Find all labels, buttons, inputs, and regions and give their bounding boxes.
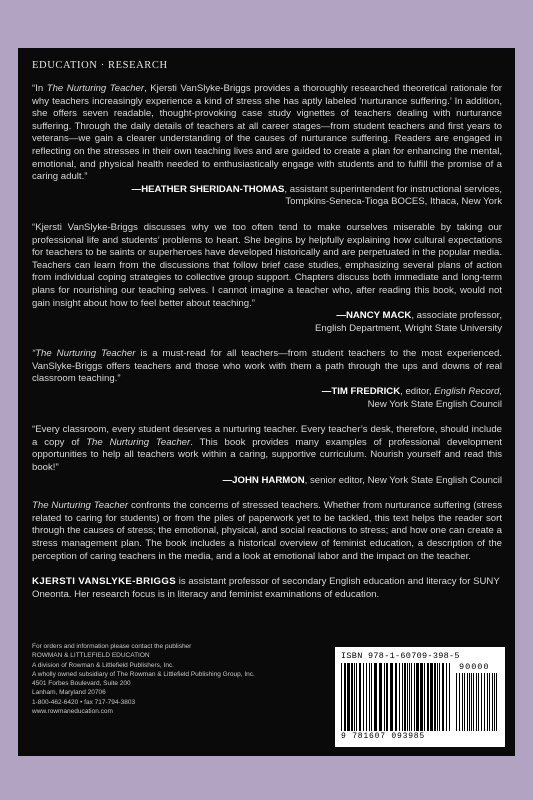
cover-text	[32, 60, 502, 601]
isbn-label: ISBN 978-1-60709-398-5	[341, 651, 460, 661]
author-bio: KJERSTI VANSLYKE-BRIGGS is assistant professor of secondary English education and literacy for SUNY Oneonta. Her research focus is in literacy and feminist examinations of education.	[32, 576, 500, 600]
barcode-bar	[456, 673, 457, 731]
barcode-bar	[427, 663, 429, 731]
barcode-bar	[411, 663, 412, 731]
barcode-bar	[379, 663, 382, 731]
blurb-2-attribution: —NANCY MACK, associate professor, English Department, Wright State University	[315, 310, 502, 334]
bottom-border	[0, 756, 533, 800]
barcode-bar	[351, 663, 353, 731]
barcode-bar	[371, 663, 372, 731]
book-description: The Nurturing Teacher confronts the concerns of stressed teachers. Whether from nurturance suffering (stress related to caring for students) or from the piles of paperwork yet to be tackled, this text helps the reader sort through the causes of stress; the emotional, physical, and social reactions to stress; and how one can create a stress management plan. The book includes a historical overview of feminist education, a description of the perception of caring teachers in the media, and a look at emotional labor and the impact on the teacher.	[32, 500, 502, 562]
barcode-bar	[439, 663, 440, 731]
barcode-bar	[386, 663, 388, 731]
barcode-bar	[416, 663, 419, 731]
ean-barcode-bars	[341, 663, 453, 731]
barcode-bar	[434, 663, 436, 731]
ean-number: 9 781607 093985	[341, 732, 426, 741]
blurb-2: “Kjersti VanSlyke-Briggs discusses why we too often tend to make ourselves miserable by taking our professional life and students’ problems to heart. She begins by helpfully explaining how cultural expectations for teachers to be saints or superheroes have developed historically and are perpetuated in the popular media. Teachers can learn from the discussions that follow brief case studies, emphasizing several plans of action from individual coping strategies to collective group support. Chapters discuss both immediate and long-term plans for nourishing our teaching selves. I cannot imagine a teacher who, after reading this book, would not gain insight about how to feel better about teaching.” —NANCY MACK, associate professor, English Department, Wright State University	[32, 221, 502, 334]
barcode-bar	[489, 673, 490, 731]
book-title: The Nurturing Teacher	[86, 436, 191, 448]
barcode	[335, 647, 505, 747]
barcode-bar	[369, 663, 370, 731]
barcode-bar	[481, 673, 482, 731]
barcode-bar	[484, 673, 485, 731]
barcode-bar	[487, 673, 488, 731]
barcode-bar	[344, 663, 346, 731]
barcode-bar	[374, 663, 377, 731]
barcode-bar	[407, 663, 408, 731]
barcode-bar	[478, 673, 479, 731]
barcode-bar	[496, 673, 497, 731]
blurb-3-attribution: —TIM FREDRICK, editor, English Record, New York State English Council	[321, 386, 502, 410]
barcode-bar	[347, 663, 350, 731]
barcode-bar	[467, 673, 468, 731]
barcode-bar	[359, 663, 361, 731]
barcode-bar	[354, 663, 355, 731]
barcode-bar	[424, 663, 425, 731]
barcode-bar	[446, 663, 447, 731]
barcode-bar	[341, 663, 342, 731]
addon-barcode-bars	[456, 673, 500, 731]
barcode-bar	[471, 673, 472, 731]
barcode-bar	[492, 673, 493, 731]
barcode-bar	[363, 663, 364, 731]
blurb-4-attribution: —JOHN HARMON, senior editor, New York State English Council	[222, 474, 502, 486]
barcode-bar	[356, 663, 357, 731]
barcode-bar	[459, 673, 460, 731]
barcode-bar	[414, 663, 415, 731]
barcode-bar	[476, 673, 477, 731]
publisher-info: For orders and information please contact the publisher ROWMAN & LITTLEFIELD EDUCATION A division of Rowman & Littlefield Publishers, Inc. A wholly owned subsidiary of The Rowman & Littlefield Publishing Group, Inc. 4501 Forbes Boulevard, Suite 200 Lanham, Maryland 20706 1-800-462-6420 • fax 717-794-3803 www.rowmaneducation.com	[32, 643, 255, 716]
barcode-bar	[404, 663, 406, 731]
barcode-bar	[409, 663, 410, 731]
barcode-bar	[449, 663, 450, 731]
barcode-bar	[395, 663, 397, 731]
blurb-1-attribution: —HEATHER SHERIDAN-THOMAS, assistant superintendent for instructional services, Tompkins-Seneca-Tioga BOCES, Ithaca, New York	[131, 183, 502, 208]
barcode-bar	[420, 663, 423, 731]
barcode-bar	[469, 673, 470, 731]
barcode-bar	[384, 663, 385, 731]
barcode-bar	[390, 663, 393, 731]
barcode-bar	[464, 673, 465, 731]
barcode-bar	[442, 663, 444, 731]
barcode-bar	[462, 673, 463, 731]
barcode-bar	[366, 663, 367, 731]
barcode-bar	[473, 673, 474, 731]
book-title: The Nurturing Teacher	[46, 83, 145, 94]
barcode-bar	[399, 663, 400, 731]
author-name: KJERSTI VANSLYKE-BRIGGS	[32, 576, 177, 588]
book-title: “The Nurturing Teacher	[32, 348, 136, 360]
barcode-bar	[402, 663, 403, 731]
category-label: EDUCATION · RESEARCH	[32, 60, 168, 71]
price-addon-number: 90000	[459, 662, 490, 672]
top-border	[0, 0, 533, 48]
blurb-4: “Every classroom, every student deserves a nurturing teacher. Every teacher’s desk, therefore, should include a copy of The Nurturing Teacher. This book provides many examples of professional development opportunities to help all teachers work within a caring, supportive curriculum. Nourish yourself and read this book!” —JOHN HARMON, senior editor, New York State English Council	[32, 424, 502, 486]
barcode-bar	[430, 663, 433, 731]
blurb-1: “In The Nurturing Teacher, Kjersti VanSlyke-Briggs provides a thoroughly researched theoretical rationale for why teachers increasingly experience a kind of stress she has aptly labeled ‘nurturance suffering.’ In addition, she offers seven readable, thought-provoking case study vignettes of teachers dealing with nurturance suffering. Through the daily details of teachers at all career stages—from student teachers and first years to veterans—we gain a clearer understanding of the causes of nurturance suffering. Readers are engaged in reflecting on the stresses in their own teaching lives and are guided to create a plan for enhancing the mental, emotional, and physical health needed to enthusiastically engage with students and to fulfill the promise of a caring adult.” —HEATHER SHERIDAN-THOMAS, assistant superintendent for instructional services, Tompkins-Seneca-Tioga BOCES, Ithaca, New York	[32, 83, 502, 208]
barcode-bar	[494, 673, 495, 731]
barcode-bar	[437, 663, 438, 731]
blurb-3: “The Nurturing Teacher is a must-read for all teachers—from student teachers to the most experienced. VanSlyke-Briggs offers teachers and those who work with them a path through the ups and downs of real classroom teaching.” —TIM FREDRICK, editor, English Record, New York State English Council	[32, 348, 502, 410]
